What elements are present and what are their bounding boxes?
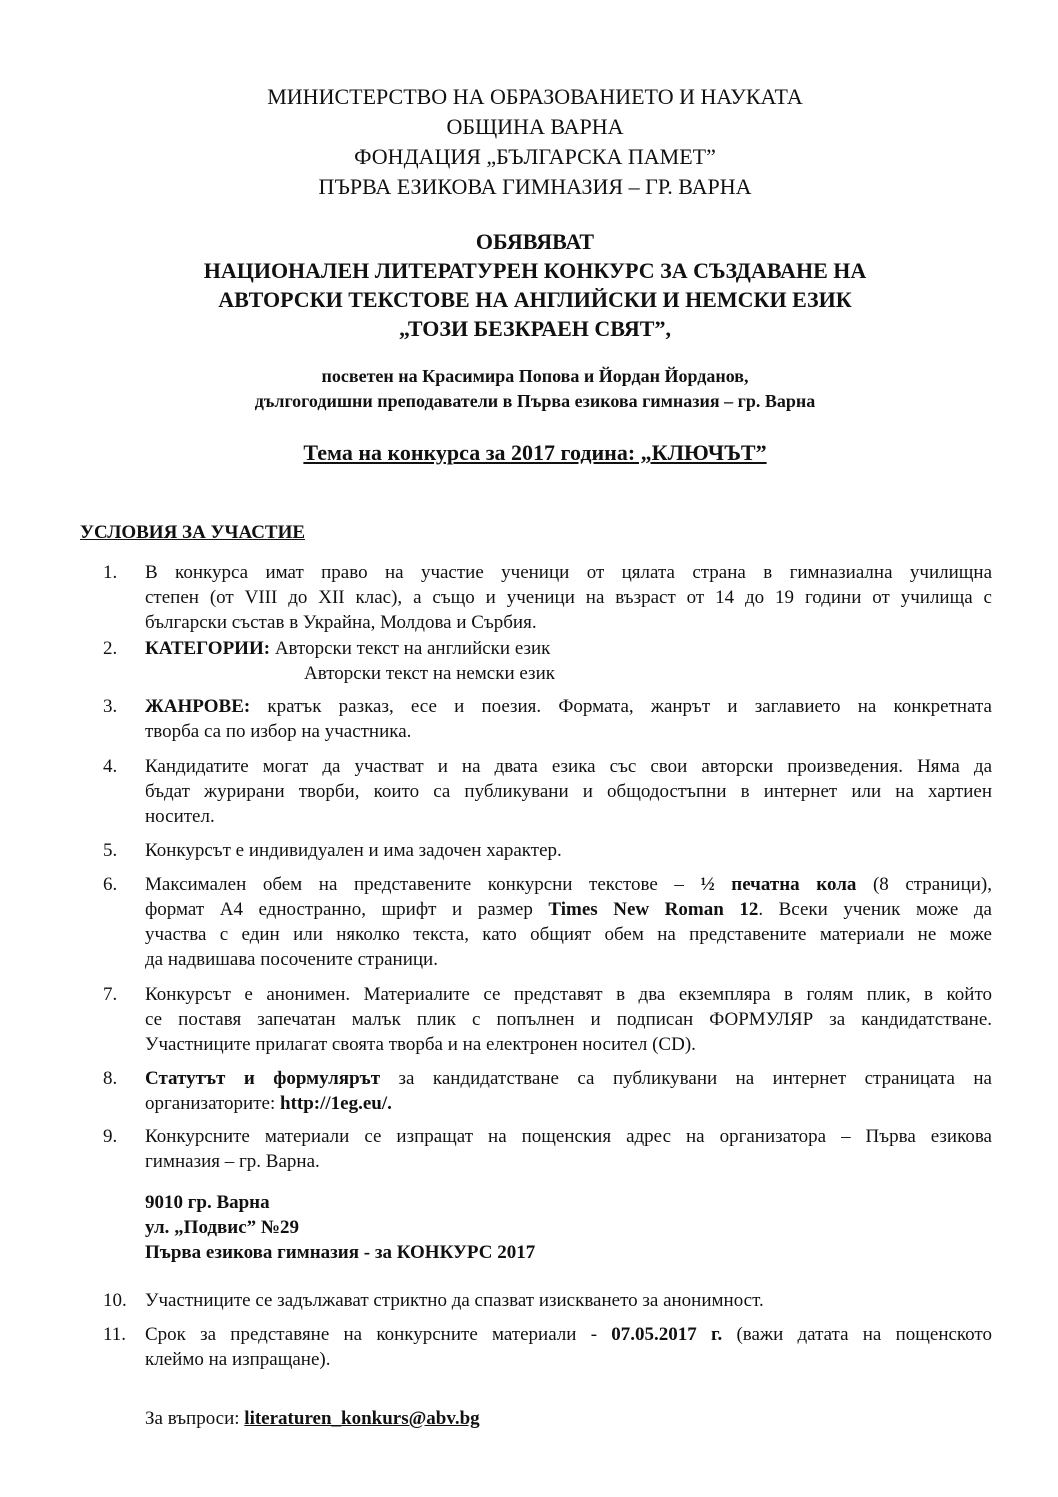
title-line-4: „ТОЗИ БЕЗКРАЕН СВЯТ”,: [399, 316, 671, 341]
form-emphasis: формулярът: [273, 1068, 381, 1089]
item-text: [145, 1066, 992, 1116]
item-number: 4.: [103, 756, 118, 777]
volume-emphasis: ½ печатна кола: [700, 874, 857, 895]
item-line: [145, 897, 992, 922]
genres-label: ЖАНРОВЕ:: [145, 696, 251, 717]
address-street: ул. „Подвис” №29: [145, 1217, 300, 1238]
item-line: се поставя запечатан малък плик с попълнен и подписан ФОРМУЛЯР за кандидатстване.: [145, 1009, 992, 1030]
item-number: 3.: [103, 696, 118, 717]
item-text: [145, 636, 992, 686]
item-line: клеймо на изпращане).: [145, 1349, 331, 1370]
item-line: бъдат журирани творби, които са публикувани и общодостъпни в интернет или на хартиен: [145, 781, 992, 802]
item-line: степен (от VIII до XII клас), а също и ученици на възраст от 14 до 19 години от училища с: [145, 587, 992, 608]
category-line-1: [145, 636, 992, 661]
conditions-heading: УСЛОВИЯ ЗА УЧАСТИЕ: [80, 522, 306, 543]
item-line: [145, 872, 992, 897]
dedication-line-1: посветен на Красимира Попова и Йордан Йорданов,: [321, 366, 749, 386]
item-number: 5.: [103, 840, 118, 861]
text-span: за кандидатстване са публикувани на интернет страницата на: [380, 1068, 992, 1089]
category-german: Авторски текст на немски език: [304, 663, 555, 684]
item-line: [145, 694, 992, 719]
header-line-school: ПЪРВА ЕЗИКОВА ГИМНАЗИЯ – ГР. ВАРНА: [318, 174, 752, 199]
item-number: 11.: [103, 1324, 127, 1345]
item-text: [145, 872, 992, 972]
item-line: творба са по избор на участника.: [145, 721, 412, 742]
text-span: .: [387, 1093, 392, 1114]
font-emphasis: Times New Roman 12: [548, 899, 759, 920]
text-span: и: [225, 1068, 274, 1089]
item-number: 6.: [103, 874, 118, 895]
item-line: Конкурсът е анонимен. Материалите се представят в два екземпляра в голям плик, в който: [145, 984, 992, 1005]
item-number: 10.: [103, 1290, 127, 1311]
item-line: Участниците прилагат своята творба и на електронен носител (CD).: [145, 1034, 696, 1055]
item-line: [145, 1091, 992, 1116]
item-number: 9.: [103, 1126, 118, 1147]
item-text: [145, 1322, 992, 1372]
item-line: [145, 1322, 992, 1347]
text-span: формат А4 едностранно, шрифт и размер: [145, 899, 549, 920]
postal-address: [145, 1190, 535, 1265]
contest-theme: Тема на конкурса за 2017 година: „КЛЮЧЪТ”: [303, 440, 767, 465]
text-span: Максимален обем на представените конкурсни текстове –: [145, 874, 701, 895]
item-line: Кандидатите могат да участват и на двата езика със свои авторски произведения. Няма да: [145, 756, 992, 777]
deadline-date: 07.05.2017 г.: [611, 1324, 723, 1345]
title-line-3: АВТОРСКИ ТЕКСТОВЕ НА АНГЛИЙСКИ И НЕМСКИ ЕЗИК: [218, 287, 852, 312]
item-text: [145, 838, 992, 863]
questions-line: [145, 1406, 480, 1431]
item-number: 1.: [103, 562, 118, 583]
text-span: . Всеки ученик може да: [758, 899, 992, 920]
dedication-line-2: дългогодишни преподаватели в Първа езикова гимназия – гр. Варна: [254, 391, 816, 411]
address-recipient: Първа езикова гимназия - за КОНКУРС 2017: [145, 1242, 536, 1263]
item-text: [145, 1124, 992, 1174]
genres-text: кратък разказ, есе и поезия. Формата, жанрът и заглавието на конкретната: [267, 696, 992, 717]
item-text: [145, 754, 992, 829]
item-line: да надвишава посочените страници.: [145, 949, 438, 970]
text-span: (важи датата на пощенското: [722, 1324, 992, 1345]
category-line-2: [145, 661, 992, 686]
category-english: Авторски текст на английски език: [274, 638, 551, 659]
item-line: носител.: [145, 806, 215, 827]
item-number: 7.: [103, 984, 118, 1005]
categories-label: КАТЕГОРИИ:: [145, 638, 271, 659]
dedication: [0, 364, 1058, 414]
text-span: организаторите:: [145, 1093, 280, 1114]
organizers-header: [0, 82, 1058, 202]
website-link[interactable]: http://1eg.eu/: [280, 1093, 388, 1114]
item-line: български състав в Украйна, Молдова и Сърбия.: [145, 612, 537, 633]
item-text: [145, 560, 992, 635]
text-span: (8 страници),: [856, 874, 992, 895]
questions-label: За въпроси:: [145, 1408, 245, 1429]
header-line-municipality: ОБЩИНА ВАРНА: [446, 114, 624, 139]
title-line-1: ОБЯВЯВАТ: [475, 229, 595, 254]
item-text: [145, 982, 992, 1057]
item-text: [145, 1288, 992, 1313]
text-span: Срок за представяне на конкурсните материали -: [145, 1324, 612, 1345]
item-number: 2.: [103, 638, 118, 659]
contact-email-link[interactable]: literaturen_konkurs@abv.bg: [244, 1408, 480, 1429]
header-line-ministry: МИНИСТЕРСТВО НА ОБРАЗОВАНИЕТО И НАУКАТА: [267, 84, 803, 109]
item-line: Конкурсните материали се изпращат на пощенския адрес на организатора – Първа езикова: [145, 1126, 992, 1147]
item-line: [145, 1066, 992, 1091]
statute-emphasis: Статутът: [145, 1068, 226, 1089]
announcement-title: [0, 227, 1058, 343]
header-line-foundation: ФОНДАЦИЯ „БЪЛГАРСКА ПАМЕТ”: [354, 144, 716, 169]
item-line: В конкурса имат право на участие ученици от цялата страна в гимназиална училищна: [145, 562, 992, 583]
item-line: Конкурсът е индивидуален и има задочен характер.: [145, 840, 562, 861]
item-number: 8.: [103, 1068, 118, 1089]
address-city: 9010 гр. Варна: [145, 1192, 270, 1213]
item-line: Участниците се задължават стриктно да спазват изискването за анонимност.: [145, 1290, 764, 1311]
item-text: [145, 694, 992, 744]
item-line: гимназия – гр. Варна.: [145, 1151, 320, 1172]
title-line-2: НАЦИОНАЛЕН ЛИТЕРАТУРЕН КОНКУРС ЗА СЪЗДАВАНЕ НА: [203, 258, 867, 283]
item-line: участва с един или няколко текста, като общият обем на представените материали не може: [145, 924, 992, 945]
